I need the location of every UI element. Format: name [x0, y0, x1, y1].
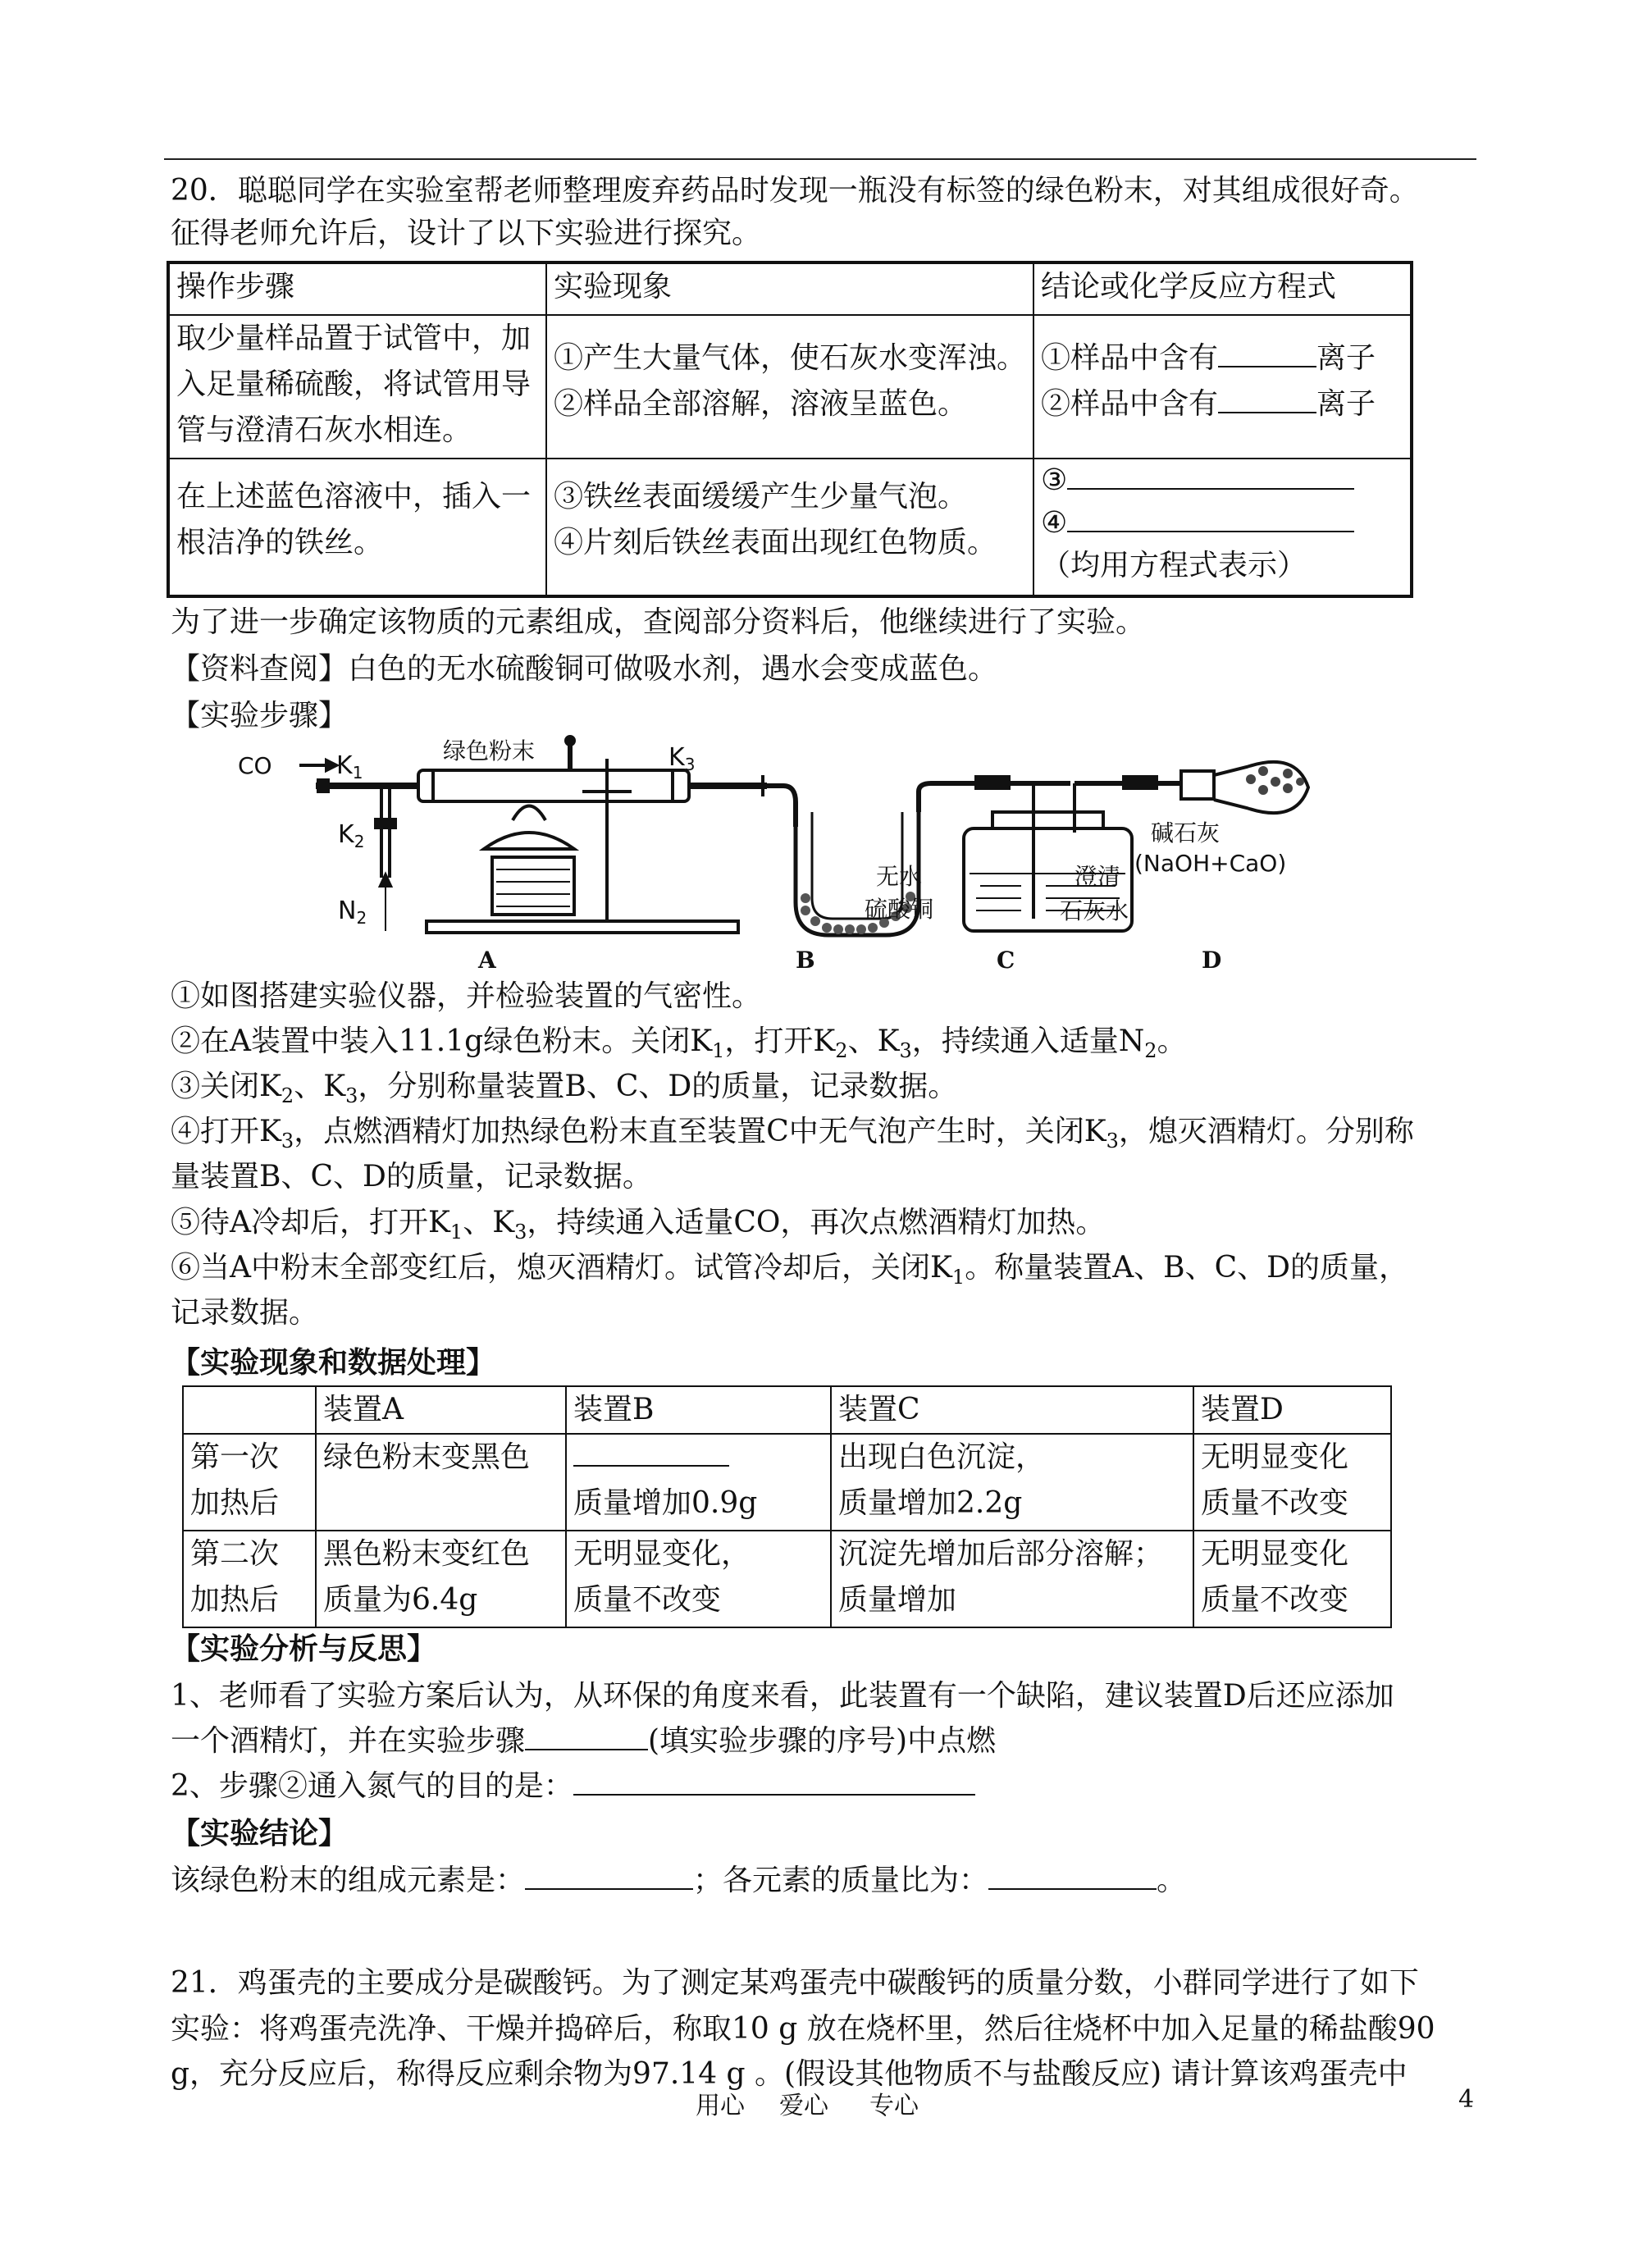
green-powder-label: 绿色粉末 — [443, 737, 536, 764]
footer-motto-2: 爱心 — [779, 2092, 828, 2120]
step-2: ②在A装置中装入11.1g绿色粉末。关闭$K_1$，打开$K_2$、$K_3$，持续通入适量$N_2$。 — [171, 1024, 1187, 1063]
conclusion-heading: 【实验结论】 — [171, 1816, 349, 1850]
results-header-a: 装置A — [316, 1386, 566, 1434]
step-1: ①如图搭建实验仪器，并检验装置的气密性。 — [171, 979, 762, 1013]
header-rule — [164, 158, 1476, 160]
analysis-1: 1、老师看了实验方案后认为，从环保的角度来看，此装置有一个缺陷，建议装置D后还应添加 — [171, 1679, 1394, 1713]
table1-header-op: 操作步骤 — [168, 262, 546, 315]
k3-label: $K_3$ — [668, 743, 696, 774]
ion-blank-1[interactable] — [1218, 338, 1316, 367]
analysis-heading: 【实验分析与反思】 — [171, 1631, 437, 1666]
data-heading: 【实验现象和数据处理】 — [171, 1345, 496, 1380]
q20-intro-1: 20．聪聪同学在实验室帮老师整理废弃药品时发现一瓶没有标签的绿色粉末，对其组成很好奇。 — [171, 174, 1419, 208]
table1-r2-phenomenon: ③铁丝表面缓缓产生少量气泡。 ④片刻后铁丝表面出现红色物质。 — [546, 459, 1033, 596]
experiment-table-1 — [167, 261, 1413, 598]
info-text: 【资料查阅】白色的无水硫酸铜可做吸水剂，遇水会变成蓝色。 — [171, 652, 998, 686]
device-b-blank[interactable] — [573, 1437, 729, 1467]
soda-lime-label-2: (NaOH+CaO) — [1134, 850, 1287, 877]
row2-label: 第二次 加热后 — [183, 1531, 316, 1627]
table1-r1-op: 取少量样品置于试管中，加 入足量稀硫酸，将试管用导 管与澄清石灰水相连。 — [168, 315, 546, 459]
k1-label: $K_1$ — [336, 751, 363, 783]
table1-r2-op: 在上述蓝色溶液中，插入一 根洁净的铁丝。 — [168, 459, 546, 596]
apparatus-diagram — [221, 734, 1321, 972]
step-6: ⑥当A中粉末全部变红后，熄灭酒精灯。试管冷却后，关闭$K_1$。称量装置A、B、C、D的质量， — [171, 1251, 1409, 1289]
footer-motto-3: 专心 — [869, 2092, 919, 2120]
q20-intro-2: 征得老师允许后，设计了以下实验进行探究。 — [171, 217, 762, 250]
step-3: ③关闭$K_2$、$K_3$，分别称量装置B、C、D的质量，记录数据。 — [171, 1070, 958, 1108]
table1-r2-conclusion: ③ ④ （均用方程式表示） — [1033, 459, 1412, 596]
ion-blank-2[interactable] — [1218, 384, 1316, 413]
analysis-2: 2、步骤②通入氮气的目的是： — [171, 1766, 975, 1807]
step-number-blank[interactable] — [525, 1721, 648, 1750]
analysis-1-cont: 一个酒精灯，并在实验步骤 (填实验步骤的序号)中点燃 — [171, 1721, 996, 1762]
row1-device-b: 质量增加0.9g — [566, 1434, 831, 1531]
row2-device-a: 黑色粉末变红色 质量为6.4g — [316, 1531, 566, 1627]
results-header-d: 装置D — [1193, 1386, 1391, 1434]
table1-r1-phenomenon: ①产生大量气体，使石灰水变浑浊。 ②样品全部溶解，溶液呈蓝色。 — [546, 315, 1033, 459]
k2-label: $K_2$ — [338, 820, 365, 851]
apparatus-d-label: D — [1202, 947, 1222, 972]
mass-ratio-blank[interactable] — [988, 1860, 1157, 1890]
step-6-cont: 记录数据。 — [171, 1296, 319, 1330]
step-5: ⑤待A冷却后，打开$K_1$、$K_3$，持续通入适量CO，再次点燃酒精灯加热。 — [171, 1206, 1106, 1244]
n2-label: $N_2$ — [338, 897, 367, 928]
conclusion-text: 该绿色粉末的组成元素是： ；各元素的质量比为： 。 — [171, 1860, 1186, 1901]
table1-r1-conclusion: ①样品中含有 离子 ②样品中含有 离子 — [1033, 315, 1412, 459]
limewater-label-1: 澄清 — [1075, 863, 1121, 890]
row2-device-d: 无明显变化 质量不改变 — [1193, 1531, 1391, 1627]
anhydrous-label-1: 无水 — [876, 863, 923, 890]
nitrogen-purpose-blank[interactable] — [573, 1766, 975, 1796]
q21-line-1: 21．鸡蛋壳的主要成分是碳酸钙。为了测定某鸡蛋壳中碳酸钙的质量分数，小群同学进行了如下 — [171, 1966, 1419, 2000]
table1-header-conclusion: 结论或化学反应方程式 — [1033, 262, 1412, 315]
results-table — [182, 1385, 1392, 1628]
page-number: 4 — [1458, 2085, 1475, 2114]
apparatus-a-label: A — [478, 947, 496, 972]
row1-label: 第一次 加热后 — [183, 1434, 316, 1531]
results-corner — [183, 1386, 316, 1434]
limewater-label-2: 石灰水 — [1060, 897, 1129, 924]
footer-motto-1: 用心 — [696, 2092, 745, 2120]
table1-header-phenomenon: 实验现象 — [546, 262, 1033, 315]
q21-line-3: g，充分反应后，称得反应剩余物为97.14 g 。(假设其他物质不与盐酸反应) 请计算该鸡蛋壳中 — [171, 2057, 1408, 2091]
step-4: ④打开$K_3$，点燃酒精灯加热绿色粉末直至装置C中无气泡产生时，关闭$K_3$，熄灭酒精灯。分别称 — [171, 1115, 1414, 1153]
equation-blank-3[interactable] — [1067, 460, 1354, 490]
co-label: CO — [238, 752, 272, 779]
equation-blank-4[interactable] — [1067, 503, 1354, 532]
elements-blank[interactable] — [525, 1860, 693, 1890]
q21-line-2: 实验：将鸡蛋壳洗净、干燥并捣碎后，称取10 g 放在烧杯里，然后往烧杯中加入足量的稀盐酸90 — [171, 2012, 1435, 2046]
anhydrous-label-2: 硫酸铜 — [865, 896, 934, 923]
row1-device-a: 绿色粉末变黑色 — [316, 1434, 566, 1531]
row1-device-d: 无明显变化 质量不改变 — [1193, 1434, 1391, 1531]
step-4-cont: 量装置B、C、D的质量，记录数据。 — [171, 1160, 652, 1193]
apparatus-b-label: B — [796, 947, 815, 972]
further-text: 为了进一步确定该物质的元素组成，查阅部分资料后，他继续进行了实验。 — [171, 605, 1146, 639]
apparatus-c-label: C — [997, 947, 1015, 972]
results-header-b: 装置B — [566, 1386, 831, 1434]
results-header-c: 装置C — [831, 1386, 1193, 1434]
steps-heading: 【实验步骤】 — [171, 699, 349, 732]
soda-lime-label-1: 碱石灰 — [1151, 819, 1221, 847]
row2-device-c: 沉淀先增加后部分溶解； 质量增加 — [831, 1531, 1193, 1627]
row1-device-c: 出现白色沉淀， 质量增加2.2g — [831, 1434, 1193, 1531]
row2-device-b: 无明显变化， 质量不改变 — [566, 1531, 831, 1627]
